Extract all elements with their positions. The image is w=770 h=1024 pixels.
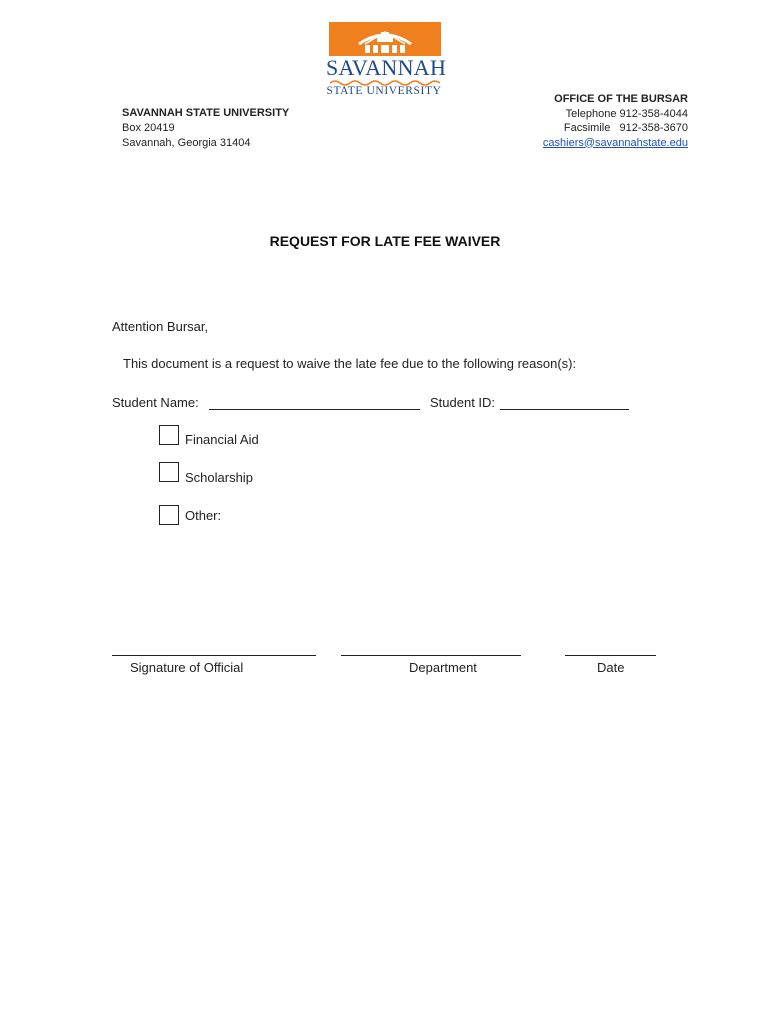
department-line[interactable] (341, 655, 521, 656)
salutation: Attention Bursar, (112, 319, 209, 334)
department-label: Department (409, 660, 477, 675)
date-label: Date (597, 660, 625, 675)
logo-subtitle: STATE UNIVERSITY (326, 85, 442, 97)
building-icon (329, 22, 441, 56)
scholarship-label: Scholarship (185, 470, 253, 485)
student-name-label: Student Name: (112, 395, 199, 410)
sender-address (122, 106, 289, 151)
office-telephone: Telephone 912-358-4044 (565, 107, 688, 120)
office-facsimile: Facsimile 912-358-3670 (563, 122, 688, 134)
logo-wordmark: SAVANNAH (326, 55, 447, 80)
financial-aid-checkbox[interactable] (159, 425, 179, 445)
office-email-link[interactable]: cashiers@savannahstate.edu (542, 136, 688, 149)
date-line[interactable] (565, 655, 656, 656)
student-id-label: Student ID: (430, 395, 496, 410)
sender-name: SAVANNAH STATE UNIVERSITY (122, 107, 290, 119)
scholarship-checkbox[interactable] (159, 462, 179, 482)
office-contact (543, 92, 688, 150)
other-checkbox[interactable] (159, 505, 179, 525)
signature-line[interactable] (112, 655, 316, 656)
university-logo (326, 22, 447, 98)
sender-city: Savannah, Georgia 31404 (122, 137, 251, 149)
signature-label: Signature of Official (130, 660, 244, 675)
student-name-field[interactable] (209, 397, 420, 410)
office-name: OFFICE OF THE BURSAR (554, 93, 688, 105)
other-label: Other: (185, 508, 222, 523)
intro-text: This document is a request to waive the late fee due to the following reason(s): (123, 356, 577, 371)
document-title: REQUEST FOR LATE FEE WAIVER (269, 233, 501, 249)
sender-box: Box 20419 (122, 122, 175, 134)
financial-aid-label: Financial Aid (185, 432, 259, 447)
student-id-field[interactable] (500, 397, 629, 410)
